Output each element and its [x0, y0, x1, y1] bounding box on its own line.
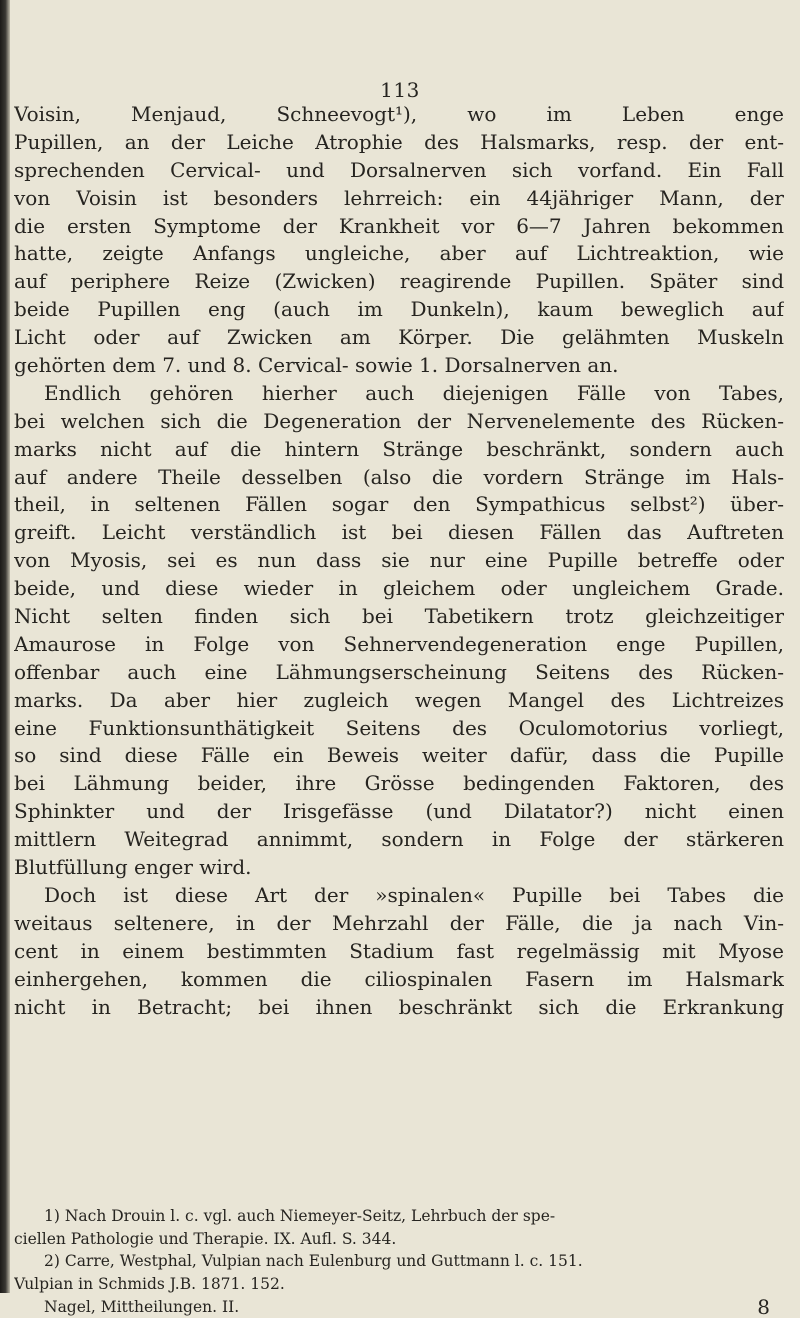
text-line: so sind diese Fälle ein Beweis weiter dafür, dass die Pupille: [14, 743, 784, 768]
footnote-line: Vulpian in Schmids J.B. 1871. 152.: [14, 1275, 285, 1294]
text-line: marks. Da aber hier zugleich wegen Mangel des Lichtreizes: [14, 687, 784, 712]
text-line: Nicht selten finden sich bei Tabetikern trotz gleichzeitiger: [14, 604, 784, 629]
text-line: offenbar auch eine Lähmungserscheinung Seitens des Rücken-: [14, 659, 784, 684]
text-line: Voisin, Menjaud, Schneevogt¹), wo im Leben enge: [14, 102, 784, 126]
text-line: mittlern Weitegrad annimmt, sondern in Folge der stärkeren: [14, 827, 784, 852]
body-text: [14, 101, 784, 1021]
footer-text: Nagel, Mittheilungen. II.: [44, 1297, 240, 1316]
text-line: einhergehen, kommen die ciliospinalen Fasern im Halsmark: [14, 966, 784, 991]
text-line: hatte, zeigte Anfangs ungleiche, aber auf Lichtreaktion, wie: [14, 241, 784, 266]
text-line: bei welchen sich die Degeneration der Nervenelemente des Rücken-: [14, 408, 784, 433]
text-line: theil, in seltenen Fällen sogar den Sympathicus selbst²) über-: [14, 492, 784, 517]
text-line: beide Pupillen eng (auch im Dunkeln), kaum beweglich auf: [14, 297, 784, 322]
text-line: Pupillen, an der Leiche Atrophie des Halsmarks, resp. der ent-: [14, 129, 784, 154]
text-line: beide, und diese wieder in gleichem oder ungleichem Grade.: [14, 576, 784, 601]
text-line: greift. Leicht verständlich ist bei diesen Fällen das Auftreten: [14, 520, 784, 545]
text-line: nicht in Betracht; bei ihnen beschränkt sich die Erkrankung: [14, 994, 784, 1019]
text-line: Doch ist diese Art der »spinalen« Pupille bei Tabes die: [44, 882, 784, 907]
text-line: marks nicht auf die hintern Stränge beschränkt, sondern auch: [14, 436, 784, 461]
text-line: weitaus seltenere, in der Mehrzahl der Fälle, die ja nach Vin-: [14, 910, 784, 935]
text-line: die ersten Symptome der Krankheit vor 6—7 Jahren bekommen: [14, 213, 784, 238]
text-line: eine Funktionsunthätigkeit Seitens des Oculomotorius vorliegt,: [14, 715, 784, 740]
text-line: von Myosis, sei es nun dass sie nur eine Pupille betreffe oder: [14, 548, 784, 573]
text-line: gehörten dem 7. und 8. Cervical- sowie 1. Dorsalnerven an.: [14, 353, 619, 378]
page-number: 113: [380, 78, 420, 102]
signature-mark: 8: [757, 1295, 770, 1318]
text-line: auf andere Theile desselben (also die vordern Stränge im Hals-: [14, 464, 784, 489]
footnote-line: 1) Nach Drouin l. c. vgl. auch Niemeyer-Seitz, Lehrbuch der spe-: [44, 1207, 556, 1225]
page-footer: [14, 1296, 784, 1318]
text-line: Blutfüllung enger wird.: [14, 855, 252, 880]
footnote-line: 2) Carre, Westphal, Vulpian nach Eulenburg und Guttmann l. c. 151.: [44, 1252, 583, 1271]
text-line: Amaurose in Folge von Sehnervendegeneration enge Pupillen,: [14, 631, 784, 656]
text-line: Endlich gehören hierher auch diejenigen Fälle von Tabes,: [44, 380, 784, 405]
text-line: cent in einem bestimmten Stadium fast regelmässig mit Myose: [14, 938, 784, 963]
text-line: auf periphere Reize (Zwicken) reagirende Pupillen. Später sind: [14, 269, 784, 294]
text-line: Sphinkter und der Irisgefässe (und Dilatator?) nicht einen: [14, 799, 784, 824]
footnotes: [14, 1205, 784, 1318]
text-line: Licht oder auf Zwicken am Körper. Die gelähmten Muskeln: [14, 325, 784, 350]
text-line: sprechenden Cervical- und Dorsalnerven sich vorfand. Ein Fall: [14, 157, 784, 182]
footnote-line: ciellen Pathologie und Therapie. IX. Aufl. S. 344.: [14, 1229, 397, 1248]
text-line: von Voisin ist besonders lehrreich: ein 44jähriger Mann, der: [14, 185, 784, 210]
text-line: bei Lähmung beider, ihre Grösse bedingenden Faktoren, des: [14, 771, 784, 796]
book-gutter-shadow: [0, 0, 10, 1293]
